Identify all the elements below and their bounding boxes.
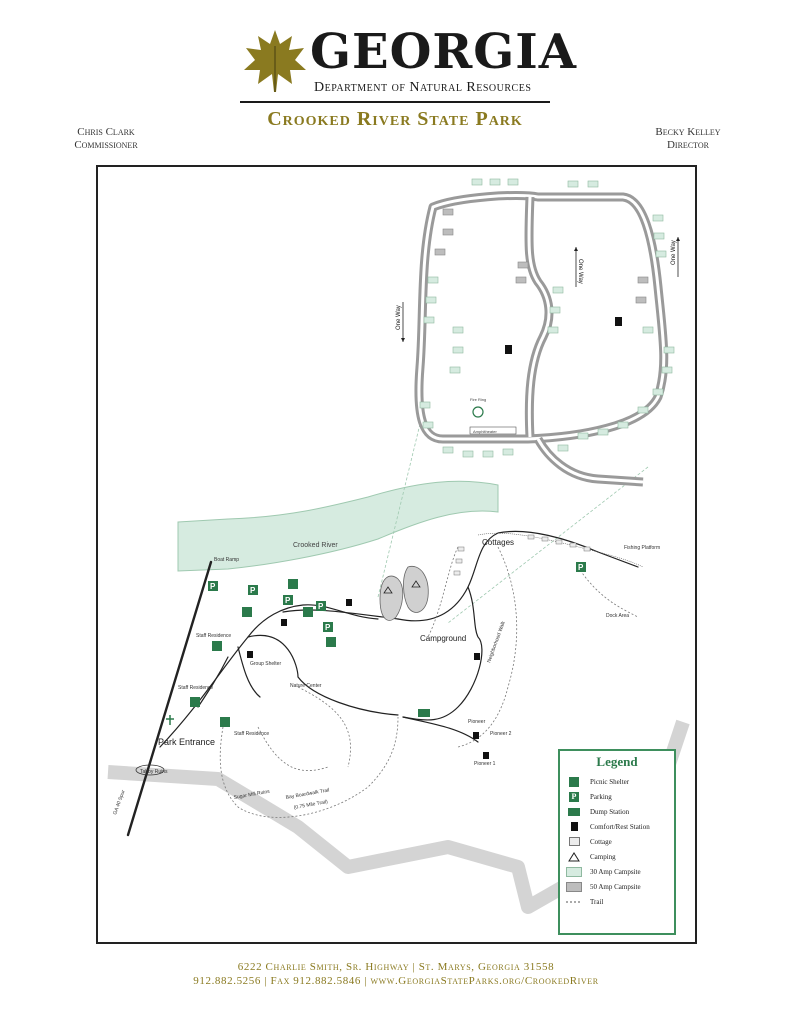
legend-label: Dump Station — [590, 807, 630, 816]
legend-label: Trail — [590, 897, 604, 906]
comfort-station-icon — [505, 345, 512, 354]
legend-label: Picnic Shelter — [590, 777, 630, 786]
cottage-icon — [566, 836, 582, 847]
campground-label: Campground — [420, 634, 467, 643]
cottages-label: Cottages — [482, 538, 515, 547]
director-block — [628, 126, 748, 152]
dump-station-icon — [418, 709, 430, 717]
legend-row-cottage — [560, 834, 674, 849]
park-entrance-icon — [166, 715, 174, 725]
legend-row-trail — [560, 894, 674, 909]
legend-row-30amp — [560, 864, 674, 879]
park-entrance-label: Park Entrance — [158, 737, 216, 747]
comfort-station-icon — [281, 619, 287, 626]
trail-line-icon — [566, 896, 582, 907]
comfort-station-icon — [483, 752, 489, 759]
commissioner-title: Commissioner — [74, 139, 138, 151]
picnic-shelter-icon — [190, 697, 200, 707]
neighborhood-walk-label: Neighborhood Walk — [486, 620, 507, 664]
parking-icon: P — [566, 791, 582, 802]
legend-row-comfort — [560, 819, 674, 834]
legend-label: Comfort/Rest Station — [590, 822, 650, 831]
fishing-platform-label: Fishing Platform — [624, 545, 661, 551]
staff-residence-label-1: Staff Residence — [196, 633, 232, 639]
footer-address: 6222 Charlie Smith, Sr. Highway | St. Marys, Georgia 31558 — [237, 961, 555, 973]
fire-ring-icon — [473, 407, 483, 417]
legend-label: 50 Amp Campsite — [590, 882, 641, 891]
staff-residence-label-3: Staff Residence — [234, 731, 270, 737]
legend-row-50amp — [560, 879, 674, 894]
svg-text:One Way: One Way — [671, 240, 677, 265]
picnic-shelter-icon — [326, 637, 336, 647]
picnic-shelter-icon — [288, 579, 298, 589]
amp50-campsite-swatch — [566, 881, 582, 892]
road-sign-label: Tabby Ruins — [140, 769, 168, 775]
svg-text:P: P — [285, 596, 291, 605]
director-name: Becky Kelley — [655, 126, 721, 138]
staff-residence-label-2: Staff Residence — [178, 685, 214, 691]
cottages-area — [454, 533, 643, 575]
director-title: Director — [666, 139, 710, 151]
comfort-station-icon — [615, 317, 622, 326]
picnic-shelter-icon — [212, 641, 222, 651]
commissioner-block — [46, 126, 166, 152]
legend-label: Camping — [590, 852, 616, 861]
comfort-station-icon — [566, 821, 582, 832]
svg-text:P: P — [210, 582, 216, 591]
amphitheater-label: Amphitheater — [473, 429, 497, 434]
legend-row-picnic — [560, 774, 674, 789]
fire-ring-label: Fire Ring — [470, 397, 487, 402]
svg-text:P: P — [318, 602, 324, 611]
comfort-station-icon — [474, 653, 480, 660]
pioneer-1-label: Pioneer 1 — [474, 761, 496, 767]
nature-center-label: Nature Center — [290, 683, 322, 689]
picnic-shelter-icon — [303, 607, 313, 617]
highway-label: GA 40 Spur — [112, 789, 127, 816]
picnic-shelter-icon — [220, 717, 230, 727]
page-header — [0, 0, 792, 160]
footer-contact: 912.882.5256 | Fax 912.882.5846 | www.GeorgiaStateParks.org/CrookedRiver — [193, 975, 599, 987]
map-legend — [558, 749, 676, 935]
comfort-station-icon — [247, 651, 253, 658]
pioneer-2-label: Pioneer 2 — [490, 731, 512, 737]
legend-row-dump — [560, 804, 674, 819]
svg-text:P: P — [250, 586, 256, 595]
dock-label: Dock Area — [606, 613, 630, 619]
one-way-marker-2 — [574, 247, 583, 287]
campground-area — [380, 566, 466, 643]
dump-station-icon — [566, 806, 582, 817]
maple-leaf-logo-icon — [240, 26, 310, 96]
bay-trail-label: Bay Boardwalk Trail — [285, 787, 330, 801]
legend-row-camping — [560, 849, 674, 864]
comfort-station-icon — [473, 732, 479, 739]
pioneer-label: Pioneer — [468, 719, 486, 725]
picnic-shelter-icon — [242, 607, 252, 617]
one-way-marker-3 — [671, 237, 680, 277]
legend-label: Cottage — [590, 837, 612, 846]
group-shelter-label: Group Shelter — [250, 661, 282, 667]
amp30-campsite-swatch — [566, 866, 582, 877]
brand-name: GEORGIA — [310, 24, 577, 80]
header-divider — [240, 101, 550, 103]
trail-mile-label: (0.75 Mile Trail) — [293, 799, 329, 811]
comfort-station-icon — [346, 599, 352, 606]
campground-inset — [396, 179, 680, 482]
boat-ramp-label: Boat Ramp — [214, 557, 240, 563]
one-way-marker-1 — [396, 302, 405, 342]
svg-text:One Way: One Way — [577, 259, 583, 284]
svg-text:One Way: One Way — [396, 305, 402, 330]
svg-text:P: P — [578, 563, 584, 572]
legend-label: Parking — [590, 792, 612, 801]
picnic-shelter-icon — [566, 776, 582, 787]
legend-row-parking — [560, 789, 674, 804]
park-map — [96, 165, 697, 944]
page-footer — [0, 960, 792, 988]
legend-title: Legend — [596, 754, 638, 769]
camping-icon — [566, 851, 582, 862]
ruins-trail-label: Sugar Mill Ruins — [233, 788, 271, 801]
commissioner-name: Chris Clark — [77, 126, 135, 138]
brand-subtitle: Department of Natural Resources — [314, 80, 532, 95]
legend-label: 30 Amp Campsite — [590, 867, 641, 876]
svg-text:P: P — [325, 623, 331, 632]
river-label: Crooked River — [293, 542, 338, 549]
park-name: Crooked River State Park — [267, 108, 523, 130]
